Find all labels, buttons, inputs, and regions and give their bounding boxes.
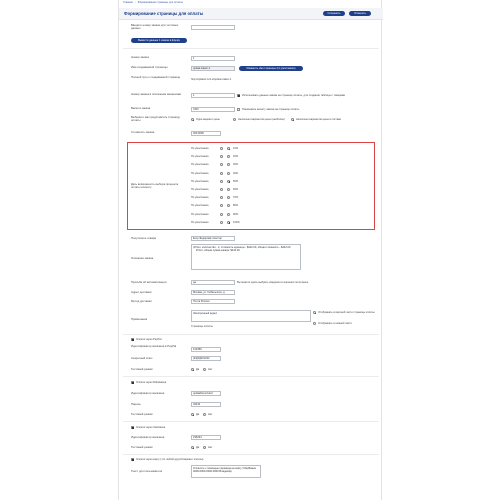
method-input[interactable]: Почта России	[191, 299, 235, 304]
pages-label: Страницы оплаты	[191, 325, 213, 328]
currency-checkbox[interactable]	[237, 108, 240, 111]
fill-order-button[interactable]: Вывести данные 1 заказа в форму	[131, 38, 187, 43]
paypal-test-yes: Да	[196, 368, 200, 371]
paypal-test-no-radio[interactable]	[203, 368, 206, 371]
method-label: Метод доставки	[131, 299, 152, 303]
percent-row-label: По умолчанию	[191, 163, 209, 167]
interkassa-test-no-radio[interactable]	[203, 446, 206, 449]
percent-option-radio[interactable]	[227, 172, 230, 175]
percent-value: 100%	[233, 220, 240, 224]
file-name-label: Имя создаваемой страницы	[131, 65, 168, 69]
breadcrumb-current[interactable]: Формирование страницы для оплаты	[137, 1, 183, 4]
paypal-id-input[interactable]: 123456	[191, 347, 221, 352]
variant-opt2-label: Несколько вариантов цены (наиболее)	[238, 118, 285, 121]
percent-row-label: По умолчанию	[191, 147, 209, 150]
paypal-secret-input[interactable]: pbkjhljkhl1234	[191, 356, 221, 361]
percent-row-label: По умолчанию	[191, 171, 209, 175]
description-textarea[interactable]: (Итого, количество - 2, стоимость единицы - $242.00, общая стоимость - $242.00 Итого, общая сумма заказа: $242.00	[191, 244, 301, 270]
variant-radio-structure[interactable]	[291, 118, 294, 121]
title-bar	[119, 8, 383, 20]
breadcrumb-separator: ›	[134, 1, 136, 4]
percent-default-radio[interactable]	[220, 147, 223, 150]
payer-input[interactable]: Егор Федорович Нестор	[191, 236, 235, 241]
percent-row-label: По умолчанию	[191, 179, 209, 183]
divider	[123, 421, 379, 422]
interkassa-test-yes: Да	[196, 446, 200, 449]
full-path-value: http://oplata1.ru/1-2/oplata-zakaz-1	[191, 78, 232, 81]
percent-default-radio[interactable]	[220, 213, 223, 216]
contacts-textarea[interactable]: Электронный адрес	[191, 310, 311, 322]
interkassa-enable-label: Оплата через Interkassa	[136, 426, 166, 429]
robokassa-id-label: Идентификатор магазина	[131, 391, 165, 395]
variant-opt1-label: Один вариант цены	[196, 118, 220, 121]
paypal-test-label: Тестовый режим	[131, 367, 153, 371]
order-table-input[interactable]: 1	[191, 93, 235, 98]
cancel-button[interactable]: Отменить	[349, 11, 371, 16]
percent-row-label: По умолчанию	[191, 212, 209, 216]
percent-value: 40%	[233, 171, 239, 175]
description-label: Описание заказа	[131, 256, 154, 260]
breadcrumb	[123, 1, 183, 6]
percent-value: 10%	[233, 147, 239, 150]
save-button[interactable]: Сохранить	[323, 11, 345, 16]
paypal-checkbox[interactable]	[131, 338, 134, 341]
percent-row-label: По умолчанию	[191, 220, 209, 224]
title-input[interactable]: да	[191, 280, 235, 285]
card-enable-label: Оплата через карту (что любой другой вариант оплаты)	[136, 458, 204, 461]
percent-default-radio[interactable]	[220, 180, 223, 183]
paypal-test-yes-radio[interactable]	[191, 368, 194, 371]
interkassa-id-label: Идентификатор магазина	[131, 435, 165, 439]
order-table-label: Номер заказа в платежном механизме	[131, 92, 182, 96]
contacts-radio-top[interactable]	[313, 311, 316, 314]
contacts-radio-bottom[interactable]	[313, 322, 316, 325]
currency-check-label: Показывать валюту заказа на странице оплаты	[242, 108, 300, 111]
paypal-id-label: Идентификатор магазина в PayPal	[131, 344, 177, 348]
order-number-input[interactable]	[191, 25, 235, 30]
divider	[123, 48, 379, 49]
title-label: Просьба об автоматизации	[131, 280, 167, 284]
variant-opt3-label: Несколько вариантов цены в составе	[296, 118, 342, 121]
robokassa-checkbox[interactable]	[131, 381, 134, 384]
payer-label: Получатель товара	[131, 236, 156, 240]
cost-label: Стоимость заказа	[131, 130, 155, 134]
card-text-label: Текст для пользователя	[131, 469, 163, 473]
percent-default-radio[interactable]	[220, 221, 223, 224]
percent-row-label: По умолчанию	[191, 188, 209, 191]
address-input[interactable]: Москва, ул. Кибальчича, д.	[191, 290, 235, 295]
percent-row-label: По умолчанию	[191, 155, 209, 159]
percent-option-radio[interactable]	[227, 188, 230, 191]
percent-row-label: По умолчанию	[191, 204, 209, 208]
percent-value: 80%	[233, 204, 239, 208]
percent-value: 30%	[233, 163, 239, 167]
file-name-default-button[interactable]: Изменить имя страницы (по умолчанию)	[239, 66, 303, 71]
interkassa-test-no: Нет	[208, 446, 213, 449]
interkassa-id-input[interactable]: 236234	[191, 435, 221, 440]
percent-row-label: По умолчанию	[191, 196, 209, 200]
variant-radio-multi[interactable]	[233, 118, 236, 121]
percent-default-radio[interactable]	[220, 172, 223, 175]
order-num-input[interactable]: 1	[191, 56, 235, 61]
robokassa-test-no: Нет	[208, 413, 213, 416]
variant-radio-one[interactable]	[191, 118, 194, 121]
card-text-textarea[interactable]: Оплатить с помощью перевода на карту СберБанка 0000-0000-0000-0000 Владимир	[191, 465, 261, 478]
contacts-opt1-label: Отображать в верхней части страницы оплаты	[318, 311, 375, 314]
robokassa-test-yes: Да	[196, 413, 200, 416]
robokassa-pass-label: Пароль	[131, 402, 141, 406]
robokassa-test-label: Тестовый режим	[131, 412, 153, 416]
percent-option-radio[interactable]	[227, 221, 230, 224]
robokassa-pass-input[interactable]: 32434	[191, 402, 221, 407]
currency-input[interactable]: USD	[191, 107, 235, 112]
percent-option-radio[interactable]	[227, 147, 230, 150]
divider	[123, 376, 379, 377]
percent-value: 20%	[233, 155, 239, 159]
contacts-label: Примечания	[131, 317, 148, 321]
percent-option-radio[interactable]	[227, 180, 230, 183]
currency-label: Валюта заказа	[131, 106, 151, 110]
paypal-test-no: Нет	[208, 368, 213, 371]
interkassa-test-yes-radio[interactable]	[191, 446, 194, 449]
order-table-checkbox[interactable]	[237, 94, 240, 97]
divider	[123, 334, 379, 335]
card-checkbox[interactable]	[131, 458, 134, 461]
contacts-opt2-label: Отображать в нижней части	[318, 322, 352, 325]
robokassa-id-input[interactable]: oplataDemoCard	[191, 391, 221, 396]
percent-value: 70%	[233, 196, 239, 200]
percent-block-label: Дать возможность выбора процента оплаты клиенту	[131, 182, 179, 190]
cost-input[interactable]: 300.0000	[191, 131, 221, 136]
order-number-label: Введите номер заказа для тестовых данных	[131, 23, 179, 31]
full-path-label: Полный путь к создаваемой странице	[131, 75, 181, 79]
divider	[123, 454, 379, 455]
robokassa-enable-label: Оплата через Robokassa	[136, 381, 167, 384]
order-num-label: Номер заказа	[131, 55, 149, 59]
interkassa-checkbox[interactable]	[131, 426, 134, 429]
variant-label: Выберите как представлять страницу оплаты	[131, 115, 180, 123]
percent-option-radio[interactable]	[227, 213, 230, 216]
file-name-input[interactable]: oplata-zakaz-1	[191, 66, 235, 71]
page	[118, 0, 382, 500]
breadcrumb-home[interactable]: Главная	[123, 1, 133, 4]
percent-value: 90%	[233, 212, 239, 216]
percent-value: 50%	[233, 179, 239, 183]
page-title: Формирование страницы для оплаты	[124, 11, 204, 16]
paypal-enable-label: Оплата через PayPal	[136, 338, 162, 341]
address-label: Адрес доставки	[131, 290, 152, 294]
paypal-secret-label: Секретный ключ	[131, 356, 153, 360]
percent-value: 60%	[233, 188, 239, 191]
interkassa-test-label: Тестовый режим	[131, 445, 153, 449]
robokassa-test-no-radio[interactable]	[203, 413, 206, 416]
percent-default-radio[interactable]	[220, 188, 223, 191]
title-note: Вы можете здесь выбрать сведения в значении поля выше	[237, 281, 309, 284]
robokassa-test-yes-radio[interactable]	[191, 413, 194, 416]
order-table-check-label: Использовать данные заказа на странице оплаты, для создания таблицы с товарами	[242, 94, 346, 97]
